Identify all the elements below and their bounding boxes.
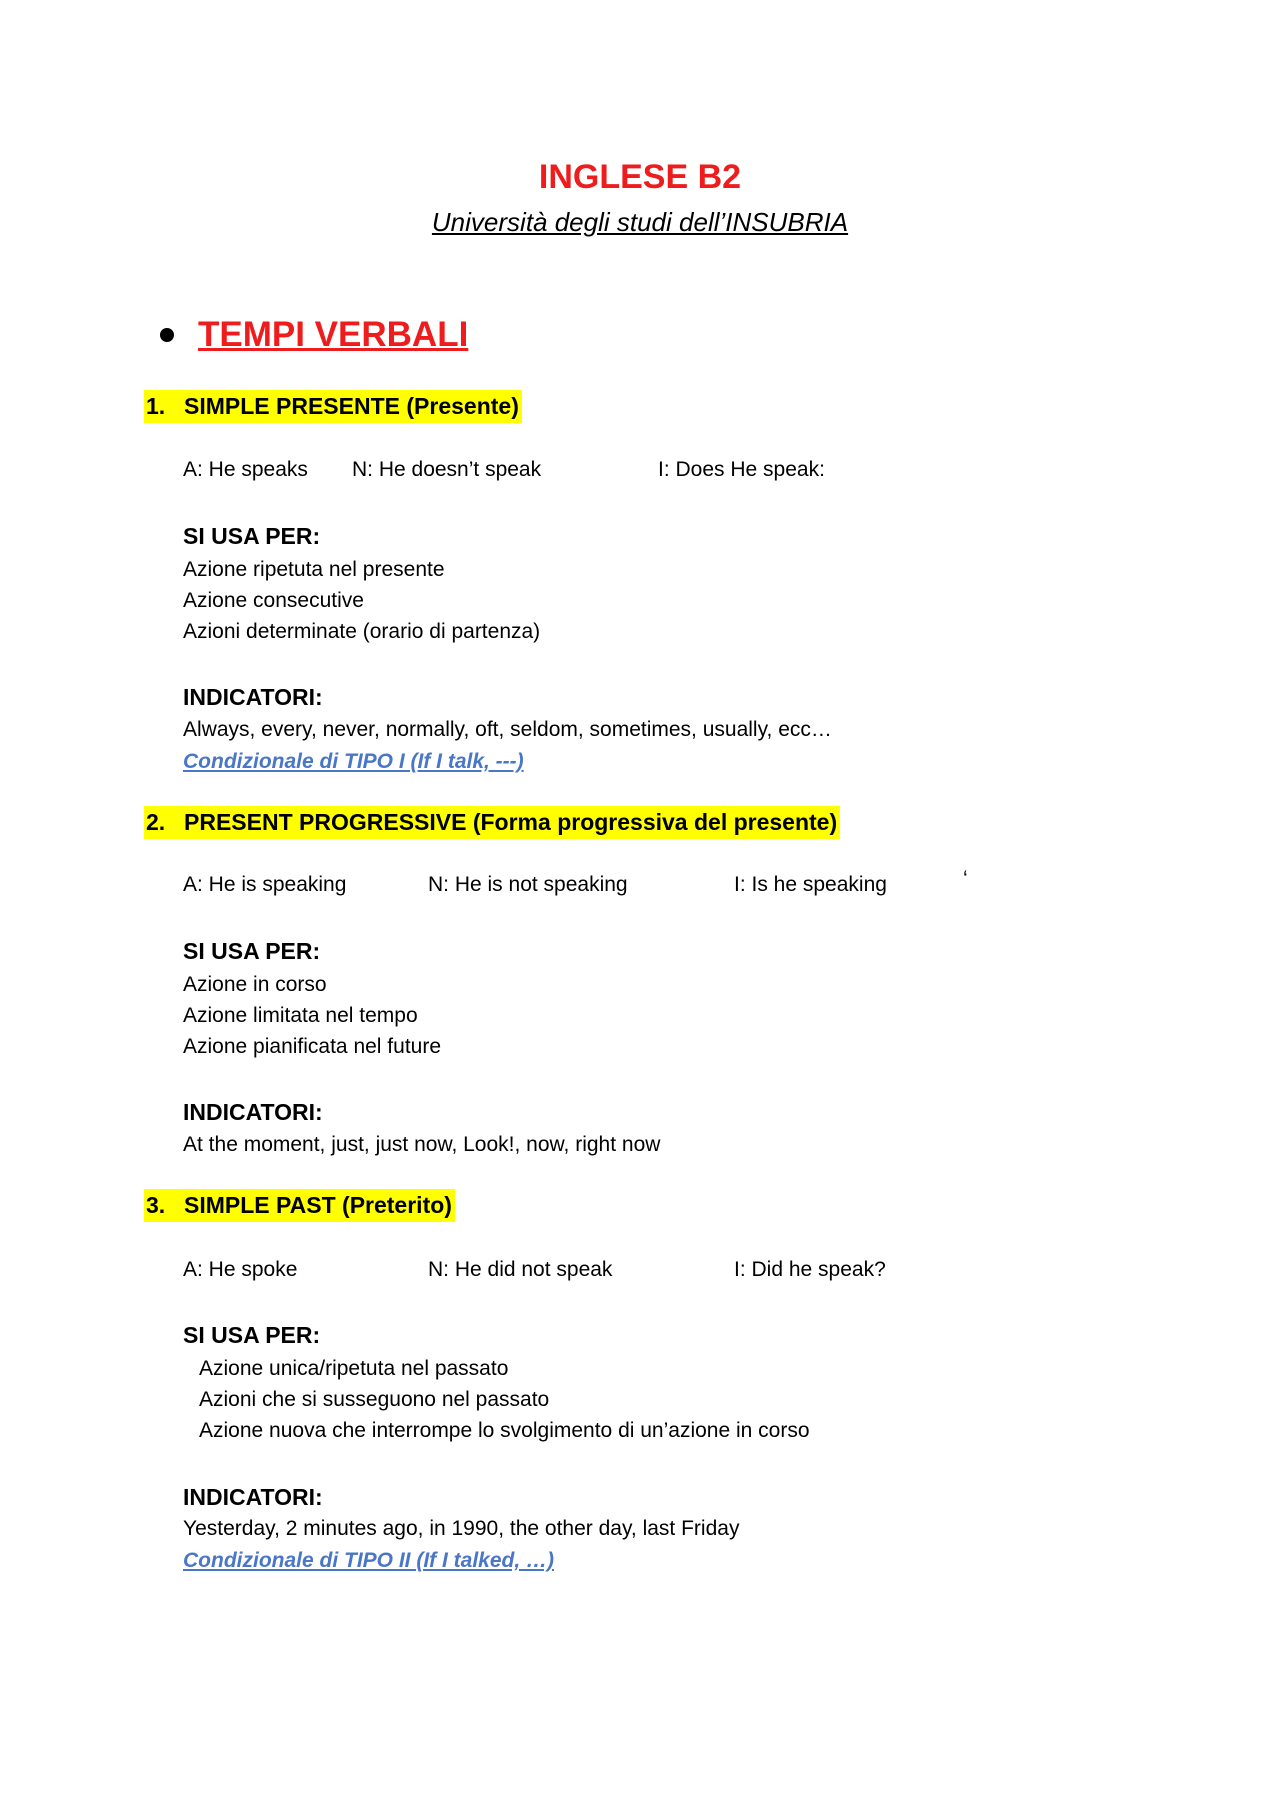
verb-forms (183, 456, 1083, 484)
heading-text: TEMPI VERBALI (198, 315, 469, 354)
section-title (144, 1189, 455, 1222)
form-interrogative: I: Is he speaking (734, 873, 887, 896)
section-title-text: SIMPLE PRESENTE (Presente) (184, 393, 519, 419)
uses-label: SI USA PER: (183, 523, 321, 549)
bullet-icon (160, 328, 174, 342)
indicators-text: Always, every, never, normally, oft, seldom, sometimes, usually, ecc… (183, 718, 832, 741)
stray-mark: ‘ (963, 867, 968, 890)
form-affirmative: A: He is speaking (183, 873, 347, 896)
use-item: Azioni determinate (orario di partenza) (183, 620, 541, 643)
form-negative: N: He doesn’t speak (352, 458, 542, 481)
document-title: INGLESE B2 (538, 158, 742, 196)
verb-forms (183, 867, 1083, 899)
section-title (144, 390, 522, 423)
section-title (144, 806, 840, 839)
section-number: 2. (146, 809, 166, 835)
conditional-link[interactable]: Condizionale di TIPO I (If I talk, ---) (183, 750, 524, 773)
document-subtitle: Università degli studi dell’INSUBRIA (431, 207, 849, 237)
use-item: Azioni che si susseguono nel passato (199, 1388, 550, 1411)
uses-label: SI USA PER: (183, 1322, 321, 1348)
use-item: Azione pianificata nel future (183, 1035, 441, 1058)
section-number: 1. (146, 393, 166, 419)
use-item: Azione nuova che interrompe lo svolgimento di un’azione in corso (199, 1419, 810, 1442)
form-negative: N: He did not speak (428, 1258, 613, 1281)
indicators-label: INDICATORI: (183, 1484, 323, 1510)
use-item: Azione limitata nel tempo (183, 1004, 418, 1027)
uses-label: SI USA PER: (183, 938, 321, 964)
indicators-text: At the moment, just, just now, Look!, now, right now (183, 1133, 661, 1156)
conditional-link[interactable]: Condizionale di TIPO II (If I talked, …) (183, 1549, 555, 1572)
form-interrogative: I: Did he speak? (734, 1258, 886, 1281)
form-affirmative: A: He speaks (183, 458, 308, 481)
use-item: Azione in corso (183, 973, 327, 996)
verb-forms (183, 1256, 1083, 1284)
section-number: 3. (146, 1192, 166, 1218)
section-title-text: SIMPLE PAST (Preterito) (184, 1192, 452, 1218)
section-title-text: PRESENT PROGRESSIVE (Forma progressiva del presente) (184, 809, 838, 835)
form-affirmative: A: He spoke (183, 1258, 298, 1281)
indicators-label: INDICATORI: (183, 684, 323, 710)
use-item: Azione ripetuta nel presente (183, 558, 445, 581)
use-item: Azione unica/ripetuta nel passato (199, 1357, 509, 1380)
indicators-label: INDICATORI: (183, 1099, 323, 1125)
use-item: Azione consecutive (183, 589, 364, 612)
main-heading (160, 313, 468, 357)
indicators-text: Yesterday, 2 minutes ago, in 1990, the other day, last Friday (183, 1517, 740, 1540)
form-negative: N: He is not speaking (428, 873, 628, 896)
form-interrogative: I: Does He speak: (658, 458, 825, 481)
